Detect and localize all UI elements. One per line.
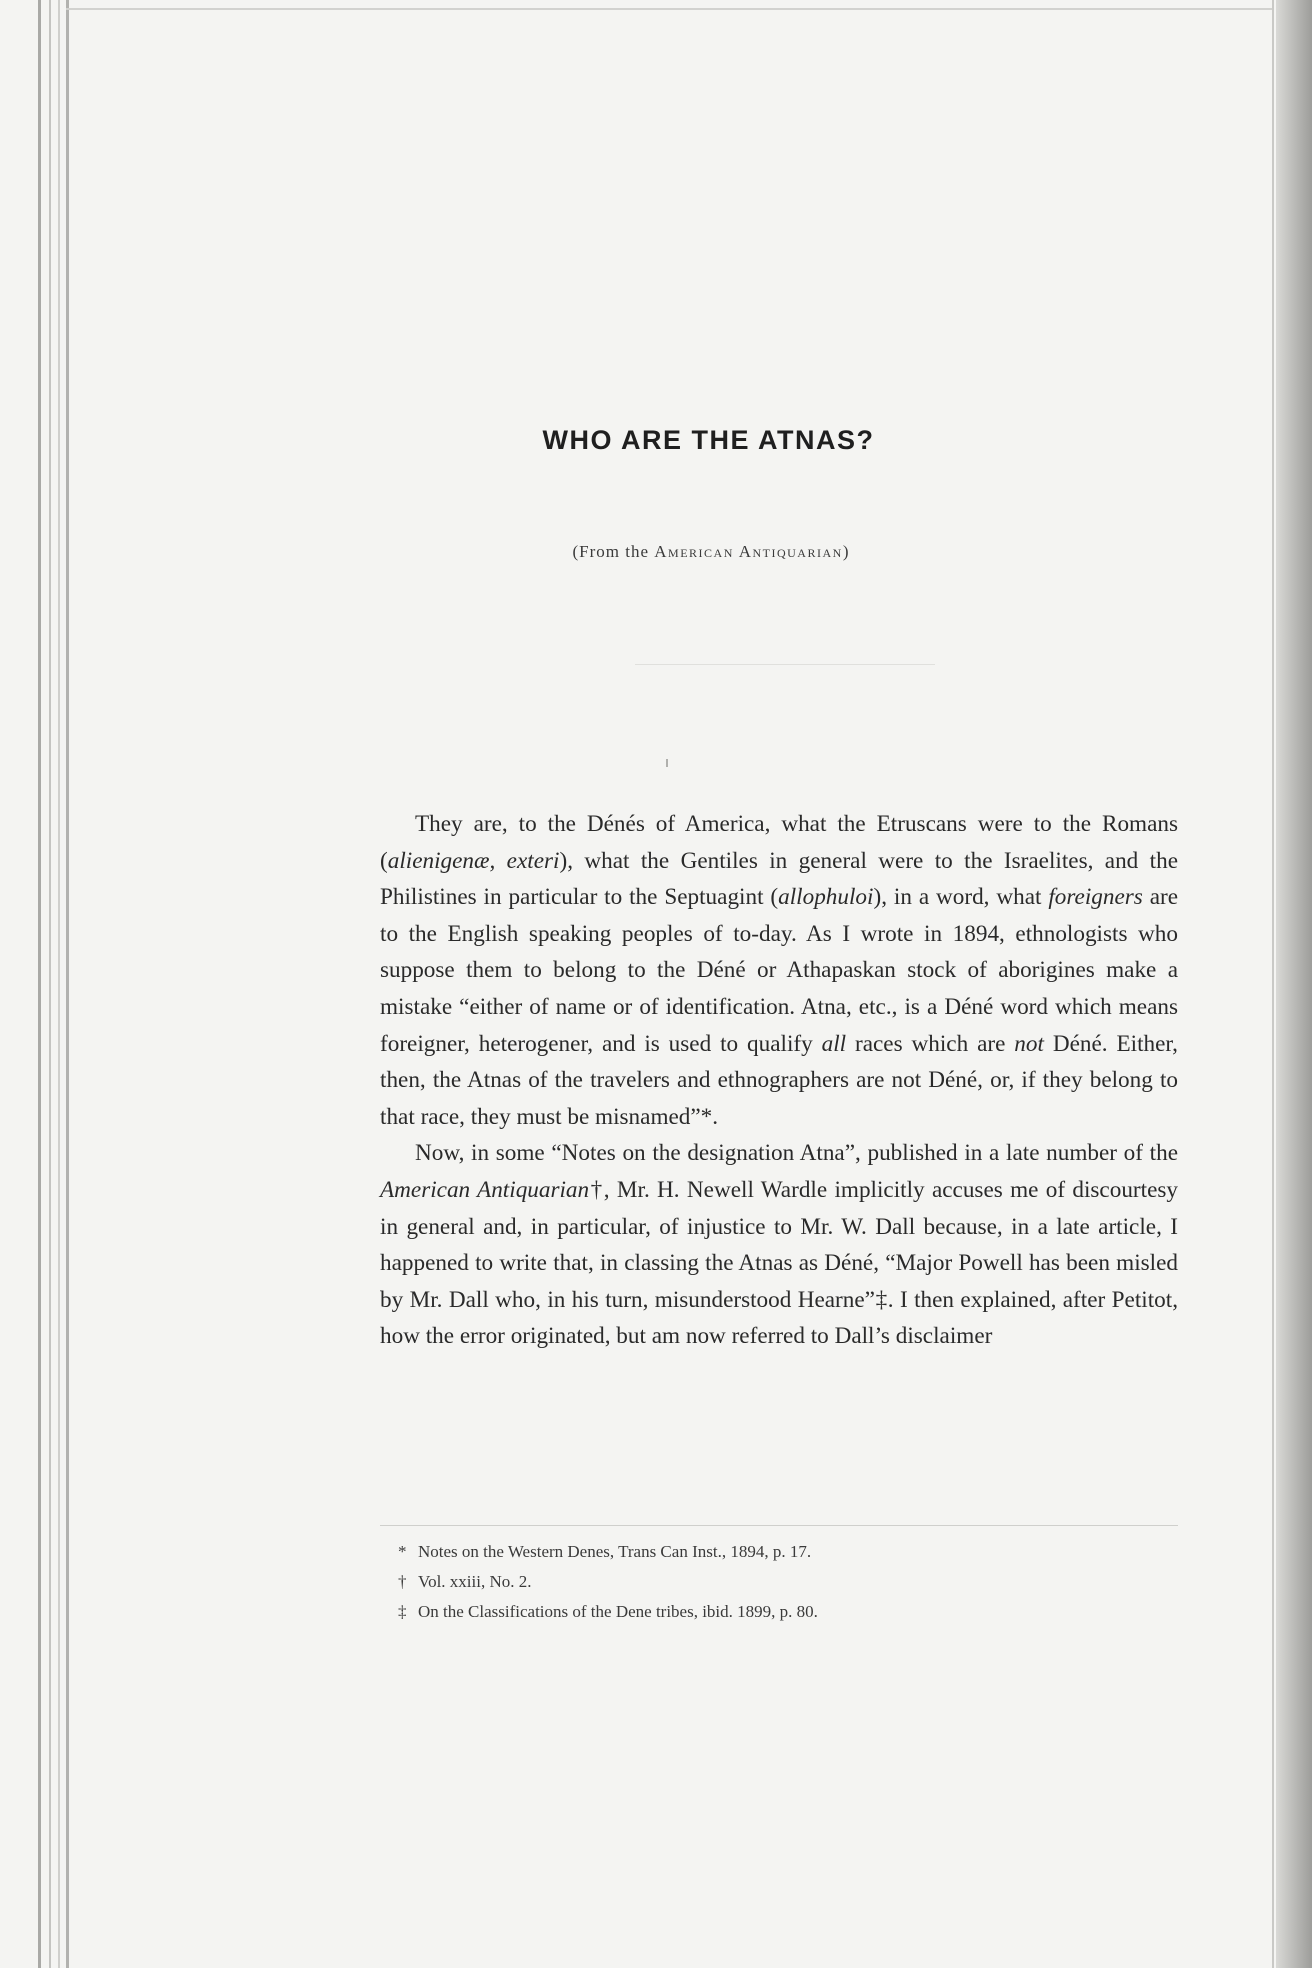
page-edge-line <box>66 0 69 1968</box>
footnote <box>398 1567 1178 1597</box>
page-top-edge <box>66 8 1272 10</box>
italic-run: allophuloi <box>778 884 874 911</box>
text-run: Now, in some “Notes on the designation Atna”, published in a late number of the <box>415 1140 1178 1167</box>
page-edge-line <box>58 0 60 1968</box>
text-run: are to the English speaking peoples of to-day. As I wrote in 1894, ethnologists who suppose them to belong to the Déné or Athapaskan stock of aborigines make a mistake “either of name or of identification. Atna, etc., is a Déné word which means foreigner, heterogener, and is used to qualify <box>380 884 1178 1057</box>
text-run: ), what the Gentiles in general were to the Israelites, and the Philistines in particular to the Septuagint ( <box>380 847 1178 911</box>
subtitle-source: American Antiquarian <box>654 542 843 561</box>
footnote-text: Notes on the Western Denes, Trans Can Inst., 1894, p. 17. <box>418 1542 812 1561</box>
page-edge-line <box>38 0 41 1968</box>
body-paragraph <box>380 1135 1178 1355</box>
footnote <box>398 1597 1178 1627</box>
italic-run: foreigners <box>1048 884 1143 911</box>
article-body <box>380 806 1178 1355</box>
text-run: They are, to the Dénés of America, what the Etruscans were to the Romans ( <box>380 811 1178 874</box>
text-run: races which are <box>846 1030 1015 1057</box>
text-run: ), in a word, what <box>873 884 1049 911</box>
italic-run: not <box>1014 1030 1044 1057</box>
text-run: Déné. Either, then, the Atnas of the travelers and ethnographers are not Déné, or, if they belong to that race, they must be misnamed”*. <box>380 1030 1178 1130</box>
footnote-divider <box>380 1525 1178 1526</box>
page-right-edge <box>1272 0 1274 1968</box>
title-divider <box>635 664 935 665</box>
italic-run: American Antiquarian <box>380 1176 590 1203</box>
footnote <box>398 1537 1178 1567</box>
footnote-mark: * <box>398 1542 407 1561</box>
italic-run: all <box>821 1030 847 1057</box>
footnotes <box>398 1537 1178 1627</box>
subtitle-prefix: (From the <box>572 542 655 561</box>
footnote-text: Vol. xxiii, No. 2. <box>418 1572 532 1591</box>
italic-run: alienigenæ, exteri <box>387 847 560 874</box>
footnote-mark: ‡ <box>398 1602 407 1621</box>
article-title: WHO ARE THE ATNAS? <box>542 425 875 455</box>
footnote-text: On the Classifications of the Dene tribes, ibid. 1899, p. 80. <box>418 1602 818 1621</box>
binding-shadow <box>1276 0 1312 1968</box>
subtitle-suffix: ) <box>842 542 850 561</box>
print-speck <box>666 759 668 767</box>
body-paragraph <box>380 806 1178 1135</box>
page-edge-line <box>49 0 51 1968</box>
text-run: †, Mr. H. Newell Wardle implicitly accuses me of discourtesy in general and, in particular, of injustice to Mr. W. Dall because, in a late article, I happened to write that, in classing the Atnas as Déné, “Major Powell has been misled by Mr. Dall who, in his turn, misunderstood Hearne”‡. I then explained, after Petitot, how the error originated, but am now referred to Dall’s disclaimer <box>380 1176 1178 1350</box>
footnote-mark: † <box>398 1572 407 1591</box>
article-subtitle <box>0 542 1312 562</box>
